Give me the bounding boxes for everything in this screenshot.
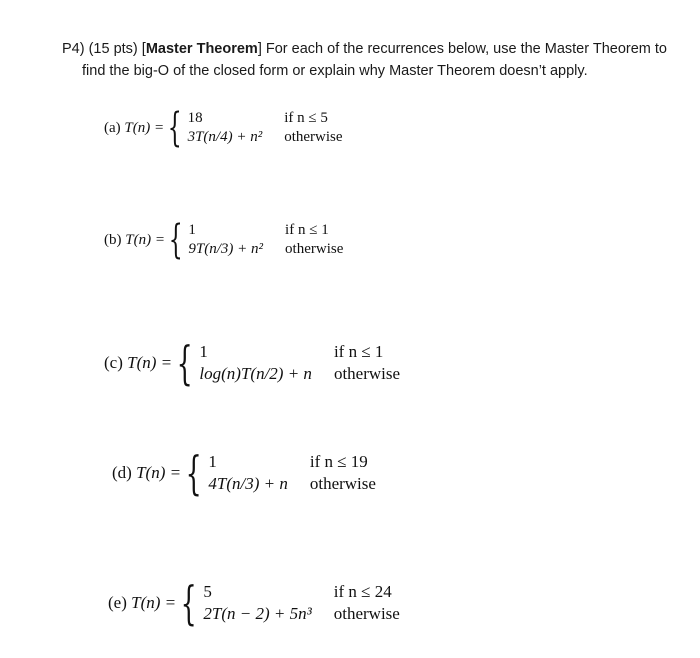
problem-prefix: P4) (15 pts) [: [62, 41, 146, 57]
cases-block: [188, 110, 343, 146]
case-recursive-expr: 9T(n/3) + n²: [188, 241, 264, 257]
case-base-condition: if n ≤ 24: [333, 582, 392, 601]
recurrence-d: [112, 446, 376, 500]
case-recursive-condition: otherwise: [285, 241, 344, 257]
case-recursive-condition: otherwise: [284, 129, 343, 145]
case-recursive-condition: otherwise: [309, 474, 376, 493]
recurrence-label: (b) T(n) =: [104, 231, 165, 248]
recurrence-label: (d) T(n) =: [112, 463, 182, 482]
recurrence-e: [108, 576, 400, 630]
case-base-expr: 1: [208, 452, 217, 471]
cases-block: [188, 222, 343, 258]
case-base-condition: if n ≤ 5: [284, 110, 328, 126]
case-recursive-expr: log(n)T(n/2) + n: [199, 364, 312, 383]
case-base-condition: if n ≤ 1: [285, 222, 329, 238]
case-base-expr: 1: [188, 222, 196, 238]
recurrence-lhs: T(n) =: [136, 463, 182, 482]
problem-intro: ] For each of the recurrences below, use the Master Theorem to: [257, 41, 667, 57]
case-base-condition: if n ≤ 19: [309, 452, 368, 471]
recurrence-lhs: T(n) =: [125, 231, 165, 248]
case-recursive-condition: otherwise: [333, 364, 401, 383]
left-brace: {: [176, 336, 193, 390]
problem-title: Master Theorem: [145, 41, 258, 57]
recurrence-lhs: T(n) =: [131, 593, 177, 612]
case-base-expr: 1: [199, 342, 208, 361]
recurrence-lhs: T(n) =: [127, 353, 173, 372]
case-recursive-condition: otherwise: [333, 604, 400, 623]
left-brace: {: [185, 446, 202, 500]
case-base-expr: 5: [203, 582, 212, 601]
problem-statement: [62, 38, 672, 82]
recurrence-label: (a) T(n) =: [104, 119, 165, 136]
recurrence-c: [104, 336, 401, 390]
case-recursive-expr: 4T(n/3) + n: [208, 474, 288, 493]
case-base-expr: 18: [187, 110, 203, 126]
cases-block: [203, 582, 399, 624]
recurrence-b: [104, 217, 344, 263]
left-brace: {: [167, 105, 182, 151]
problem-instruction: find the big-O of the closed form or explain why Master Theorem doesn’t apply.: [82, 63, 588, 79]
recurrence-label: (e) T(n) =: [108, 593, 177, 612]
recurrence-a: [104, 105, 343, 151]
recurrence-label: (c) T(n) =: [104, 353, 173, 372]
case-recursive-expr: 2T(n − 2) + 5n³: [203, 604, 312, 623]
recurrence-lhs: T(n) =: [124, 119, 165, 136]
left-brace: {: [168, 217, 183, 263]
case-base-condition: if n ≤ 1: [333, 342, 384, 361]
case-recursive-expr: 3T(n/4) + n²: [187, 129, 263, 145]
cases-block: [208, 452, 376, 494]
cases-block: [199, 342, 400, 384]
left-brace: {: [180, 576, 197, 630]
